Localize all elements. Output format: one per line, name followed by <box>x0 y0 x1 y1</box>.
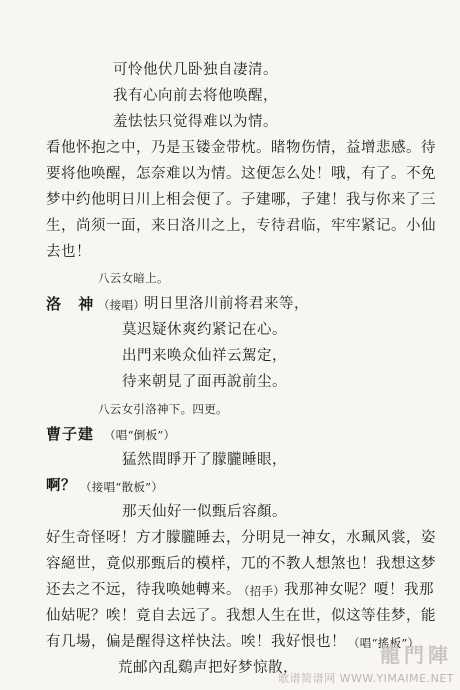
prose-line: 梦中约他明日川上相会便了。子建哪，子建！我与你来了三 <box>46 192 436 208</box>
stage-direction: 八云女引洛神下。四更。 <box>98 402 228 416</box>
prose-line: 好生奇怪呀！方才朦朧睡去，分明見一神女，水珮风裳，姿 <box>46 530 436 546</box>
lyric-line: 猛然間睜开了朦朧睡眼， <box>122 452 287 468</box>
prose-line: 容絕世，竟似那甄后的模样，兀的不教人想煞也！我想这梦 <box>46 556 436 572</box>
stage-direction: （唱“搖板”） <box>348 636 420 650</box>
watermark-site: 歌谱简谱网 WWW.YIMAIME.NET <box>278 672 454 685</box>
lyric-line: 明日里洛川前将君来等， <box>144 296 309 312</box>
prose-line: 要将他唤醒，怎奈难以为情。这便怎么处！哦，有了。不免 <box>46 166 436 182</box>
stage-direction: （招手） <box>238 584 286 598</box>
watermark-logo: 龍門陣 <box>380 643 452 667</box>
lyric-line: 那天仙好一似甄后容顏。 <box>122 504 287 520</box>
stage-direction: （接唱“散板”） <box>80 480 164 494</box>
stage-direction: （唱“倒板”） <box>104 428 176 442</box>
prose-line: 仙姑呢？唉！竟自去远了。我想人生在世，似这等佳梦，能 <box>46 608 436 624</box>
prose-line: 生，尚须一面，来日洛川之上，专待君临，牢牢紧记。小仙 <box>46 218 436 234</box>
prose-line: 看他怀抱之中，乃是玉镂金带枕。睹物伤情，益增悲感。待 <box>46 140 436 156</box>
speaker-name: 洛 神 <box>46 295 100 313</box>
lyric-line: 莫迟疑休爽约紧记在心。 <box>122 322 287 338</box>
prose-line: 有几場，偏是醒得这样快法。唉！我好恨也！ <box>46 634 346 650</box>
prose-line: 去也！ <box>46 244 91 260</box>
exclamation: 啊？ <box>46 477 76 494</box>
lyric-line: 羞怯怯只觉得难以为情。 <box>113 114 278 130</box>
prose-line: 我那神女呢？嗄！我那 <box>284 582 434 598</box>
lyric-line: 待来朝見了面再說前尘。 <box>122 374 287 390</box>
lyric-line: 可怜他伏几卧独自凄清。 <box>113 62 278 78</box>
lyric-line: 出門来唤众仙祥云駕定， <box>122 348 287 364</box>
prose-line: 还去之不远，待我唤她轉来。 <box>46 582 241 598</box>
stage-direction: （接唱） <box>98 298 146 312</box>
lyric-line: 我有心向前去将他唤醒， <box>113 88 278 104</box>
lyric-line: 荒邮內乱鷄声把好梦惊散， <box>118 660 298 676</box>
stage-direction: 八云女暗上。 <box>98 271 169 285</box>
speaker-name: 曹子建 <box>46 425 95 443</box>
